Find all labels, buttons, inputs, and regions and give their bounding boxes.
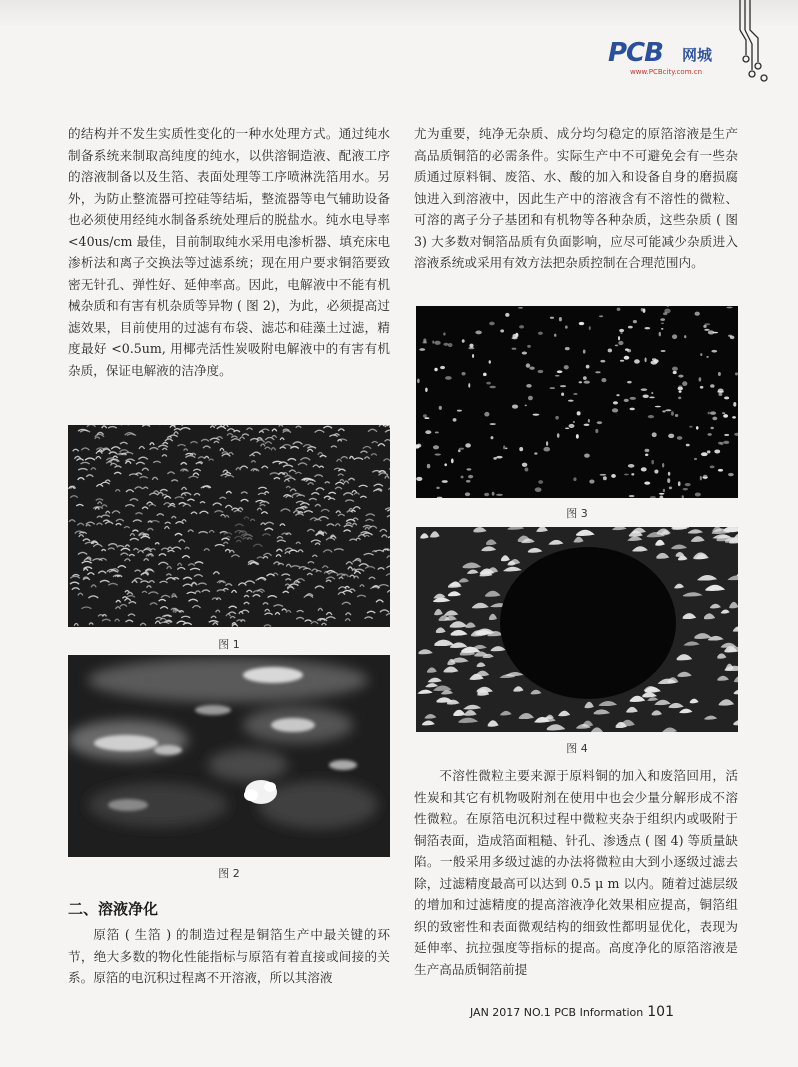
figure-4-caption: 图 4 [566,742,588,755]
logo-main-text: PCB [608,38,663,68]
figure-2-caption: 图 2 [218,867,240,880]
figure-3-micrograph [416,306,738,498]
footer-issue: JAN 2017 NO.1 PCB Information [470,1006,644,1019]
logo-cn-text: 网城 [682,46,713,64]
top-band [0,0,798,28]
left-column-paragraph-2: 原箔 ( 生箔 ) 的制造过程是铜箔生产中最关键的环节，绝大多数的物化性能指标与原箔有着直接或间接的关系。原箔的电沉积过程离不开溶液，所以其溶液 [68,927,390,985]
right-column-paragraph: 尤为重要，纯净无杂质、成分均匀稳定的原箔溶液是生产高品质铜箔的必需条件。实际生产中不可避免会有一些杂质通过原料铜、废箔、水、酸的加入和设备自身的磨损腐蚀进入到溶液中，因此生产中的溶液含有不溶性的微粒、可溶的离子分子基团和有机物等各种杂质，这些杂质 ( 图 3) 大多数对铜箔品质有负面影响，应尽可能减少杂质进入溶液系统或采用有效方法把杂质控制在合理范围内。 [414,126,738,270]
right-column-paragraph-2: 不溶性微粒主要来源于原料铜的加入和废箔回用，活性炭和其它有机物吸附剂在使用中也会少量分解形成不溶性微粒。在原箔电沉积过程中微粒夹杂于组织内或吸附于铜箔表面，造成箔面粗糙、针孔、渗透点 ( 图 4) 等质量缺陷。一般采用多级过滤的办法将微粒由大到小逐级过滤去除，过滤精度最高可以达到 0.5 μ m 以内。随着过滤层级的增加和过滤精度的提高溶液净化效果相应提高，铜箔组织的致密性和表面微观结构的细致性都明显优化，表现为延伸率、抗拉强度等指标的提高。高度净化的原箔溶液是生产高品质铜箔前提 [414,768,738,977]
page-footer [470,1004,674,1020]
figure-3-caption: 图 3 [566,507,588,520]
left-column-paragraph: 的结构并不发生实质性变化的一种水处理方式。通过纯水制备系统来制取高纯度的纯水，以供溶铜造液、配液工序的溶液制备以及生箔、表面处理等工序喷淋洗箔用水。另外，为防止整流器可控硅等结垢，整流器等电气辅助设备也必须使用经纯水制备系统处理后的脱盐水。纯水电导率 <40us/cm 最佳，目前制取纯水采用电渗析器、填充床电渗析法和离子交换法等过滤系统；现在用户要求铜箔要致密无针孔、弹性好、延伸率高。因此，电解液中不能有机械杂质和有害有机杂质等异物 ( 图 2)，为此，必须提高过滤效果，目前使用的过滤有布袋、滤芯和硅藻土过滤，精度最好 <0.5um, 用椰壳活性炭吸附电解液中的有害有机杂质，保证电解液的洁净度。 [68,126,390,378]
pcbcity-logo [608,38,758,82]
figure-4-micrograph [416,527,738,732]
logo-url-text: www.PCBcity.com.cn [630,68,703,76]
section-heading: 二、溶液净化 [68,900,159,918]
figure-1-micrograph [68,425,390,627]
figure-2-micrograph [68,655,390,857]
figure-1-caption: 图 1 [218,638,240,651]
page-number: 101 [647,1004,674,1020]
